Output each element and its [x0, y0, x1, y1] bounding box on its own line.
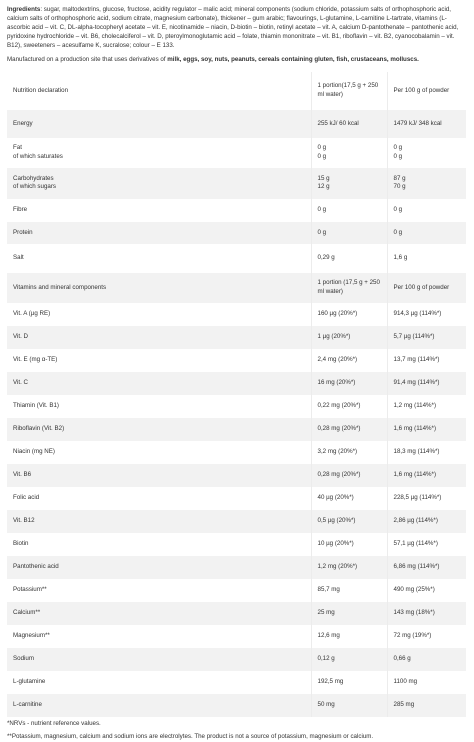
nutrition-cell-portion: 15 g 12 g	[311, 168, 387, 199]
nutrition-cell-portion: 0 g	[311, 199, 387, 222]
vitamins-row	[7, 326, 466, 349]
nutrition-cell-portion: 255 kJ/ 60 kcal	[311, 110, 387, 138]
nutrition-cell-portion: 0 g	[311, 222, 387, 244]
nutrition-cell-label: Protein	[7, 222, 311, 244]
vitamins-cell-portion: 1 µg (20%*)	[311, 326, 387, 349]
allergen-notice	[7, 56, 467, 65]
vitamins-cell-per100: 18,3 mg (114%*)	[387, 441, 466, 464]
vitamins-cell-portion: 2,4 mg (20%*)	[311, 349, 387, 372]
vitamins-header-label: Vitamins and mineral components	[7, 273, 311, 303]
vitamins-table	[7, 273, 466, 717]
vitamins-cell-label: Potassium**	[13, 586, 47, 594]
allergen-prefix: Manufactured on a production site that uses derivatives of	[7, 55, 168, 63]
vitamins-cell-per100: 1,6 mg (114%*)	[387, 418, 466, 441]
nutrition-header-row	[7, 72, 466, 110]
nutrition-row	[7, 244, 466, 273]
vitamins-cell-per100: 2,86 µg (114%*)	[387, 510, 466, 533]
vitamins-cell-label: Riboflavin (Vit. B2)	[7, 418, 311, 441]
nutrition-cell-label: Fibre	[13, 206, 28, 214]
vitamins-cell-label: Vit. D	[7, 326, 311, 349]
vitamins-cell-portion: 1,2 mg (20%*)	[311, 556, 387, 579]
vitamins-cell-label: Magnesium**	[13, 632, 50, 640]
vitamins-cell-per100: 1100 mg	[387, 671, 466, 694]
allergen-list: milk, eggs, soy, nuts, peanuts, cereals containing gluten, fish, crustaceans, molluscs.	[167, 55, 419, 63]
vitamins-cell-portion: 192,5 mg	[311, 671, 387, 694]
vitamins-cell-portion: 160 µg (20%*)	[311, 303, 387, 326]
vitamins-row	[7, 395, 466, 418]
vitamins-cell-label: Sodium	[7, 648, 311, 671]
vitamins-row	[7, 556, 466, 579]
vitamins-cell-per100: 1,6 mg (114%*)	[387, 464, 466, 487]
vitamins-cell-per100: 13,7 mg (114%*)	[387, 349, 466, 372]
vitamins-row	[7, 487, 466, 510]
vitamins-cell-per100: 914,3 µg (114%*)	[387, 303, 466, 326]
vitamins-header-portion: 1 portion (17,5 g + 250 ml water)	[311, 273, 387, 303]
nutrition-cell-label: Carbohydrates of which sugars	[7, 168, 311, 199]
nutrition-cell-label: Salt	[13, 254, 24, 262]
ingredients-text	[7, 6, 467, 51]
nutrition-row	[7, 110, 466, 138]
vitamins-cell-label: Calcium**	[7, 602, 311, 625]
vitamins-cell-label: Folic acid	[13, 494, 40, 502]
ingredients-list: : sugar, maltodextrins, glucose, fructose, acidity regulator – malic acid; mineral components (sodium chloride, potassium salts of orthophosphoric acid, calcium salts of orthophosphoric acid, sodium citrate, magnesium carbonate), thickener – gum arabic; flavourings, L-glutamine, L-carnitine L-tartrate, vitamins (L-ascorbic acid – vit. C, DL-alpha-tocopheryl acetate – vit. E, nicotinamide – niacin, D-biotin – biotin, retinyl acetate – vit. A, calcium D-pantothenate – pantothenic acid, pyridoxine hydrochloride – vit. B6, cholecalciferol – vit. D, pteroylmonoglutamic acid – folate, thiamin mononitrate – vit. B1, riboflavin – vit. B2, cyanocobalamin – vit. B12), sweeteners – acesulfame K, sucralose; colour – E 133.	[7, 6, 459, 49]
footnote-nrv: *NRVs - nutrient reference values.	[7, 719, 101, 727]
vitamins-cell-per100: 0,66 g	[387, 648, 466, 671]
vitamins-row	[7, 579, 466, 602]
vitamins-row	[7, 510, 466, 533]
vitamins-cell-label: Vit. A (µg RE)	[13, 310, 51, 318]
vitamins-row	[7, 602, 466, 625]
nutrition-cell-per100: 1,6 g	[387, 244, 466, 273]
vitamins-cell-portion: 12,6 mg	[311, 625, 387, 648]
nutrition-header-per100: Per 100 g of powder	[387, 72, 466, 110]
vitamins-row	[7, 694, 466, 717]
vitamins-row	[7, 349, 466, 372]
vitamins-cell-label: L-carnitine	[7, 694, 311, 717]
vitamins-row	[7, 648, 466, 671]
vitamins-row	[7, 441, 466, 464]
vitamins-cell-per100: 228,5 µg (114%*)	[387, 487, 466, 510]
nutrition-row	[7, 138, 466, 168]
vitamins-cell-per100: 5,7 µg (114%*)	[387, 326, 466, 349]
vitamins-cell-per100: 91,4 mg (114%*)	[387, 372, 466, 395]
nutrition-cell-per100: 1479 kJ/ 348 kcal	[387, 110, 466, 138]
nutrition-cell-per100: 0 g	[387, 222, 466, 244]
vitamins-cell-per100: 57,1 µg (114%*)	[387, 533, 466, 556]
vitamins-row	[7, 671, 466, 694]
vitamins-cell-per100: 490 mg (25%*)	[387, 579, 466, 602]
vitamins-cell-label: L-glutamine	[13, 678, 46, 686]
vitamins-cell-portion: 0,12 g	[311, 648, 387, 671]
vitamins-cell-label: Pantothenic acid	[7, 556, 311, 579]
nutrition-row	[7, 168, 466, 199]
vitamins-cell-portion: 40 µg (20%*)	[311, 487, 387, 510]
vitamins-row	[7, 418, 466, 441]
nutrition-cell-label: Fat of which saturates	[13, 144, 63, 160]
vitamins-cell-per100: 72 mg (19%*)	[387, 625, 466, 648]
nutrition-cell-portion: 0 g 0 g	[311, 138, 387, 168]
nutrition-row	[7, 222, 466, 244]
vitamins-cell-portion: 16 mg (20%*)	[311, 372, 387, 395]
vitamins-cell-label: Thiamin (Vit. B1)	[13, 402, 59, 410]
nutrition-cell-per100: 87 g 70 g	[387, 168, 466, 199]
vitamins-cell-portion: 0,5 µg (20%*)	[311, 510, 387, 533]
vitamins-cell-portion: 0,28 mg (20%*)	[311, 464, 387, 487]
nutrition-cell-per100: 0 g 0 g	[387, 138, 466, 168]
nutrition-table	[7, 72, 466, 273]
vitamins-cell-portion: 25 mg	[311, 602, 387, 625]
vitamins-row	[7, 303, 466, 326]
nutrition-header-portion: 1 portion(17,5 g + 250 ml water)	[311, 72, 387, 110]
vitamins-row	[7, 625, 466, 648]
vitamins-cell-label: Vit. C	[7, 372, 311, 395]
vitamins-cell-per100: 6,86 mg (114%*)	[387, 556, 466, 579]
nutrition-header-label: Nutrition declaration	[13, 86, 69, 94]
vitamins-cell-label: Niacin (mg NE)	[13, 448, 55, 456]
vitamins-cell-per100: 143 mg (18%*)	[387, 602, 466, 625]
nutrition-row	[7, 199, 466, 222]
vitamins-cell-label: Vit. B6	[7, 464, 311, 487]
vitamins-cell-portion: 10 µg (20%*)	[311, 533, 387, 556]
vitamins-cell-portion: 0,28 mg (20%*)	[311, 418, 387, 441]
vitamins-header-row	[7, 273, 466, 303]
vitamins-row	[7, 372, 466, 395]
vitamins-cell-label: Vit. B12	[7, 510, 311, 533]
ingredients-label: Ingredients	[7, 6, 41, 13]
vitamins-cell-portion: 0,22 mg (20%*)	[311, 395, 387, 418]
vitamins-cell-label: Biotin	[13, 540, 29, 548]
vitamins-header-per100: Per 100 g of powder	[387, 273, 466, 303]
vitamins-cell-per100: 285 mg	[387, 694, 466, 717]
vitamins-cell-label: Vit. E (mg α-TE)	[13, 356, 58, 364]
vitamins-cell-per100: 1,2 mg (114%*)	[387, 395, 466, 418]
vitamins-row	[7, 533, 466, 556]
footnote-electrolytes: **Potassium, magnesium, calcium and sodium ions are electrolytes. The product is not a source of potassium, magnesium or calcium.	[7, 732, 374, 740]
footnotes	[7, 720, 467, 742]
vitamins-cell-portion: 50 mg	[311, 694, 387, 717]
nutrition-cell-label: Energy	[7, 110, 311, 138]
vitamins-row	[7, 464, 466, 487]
nutrition-cell-portion: 0,29 g	[311, 244, 387, 273]
vitamins-cell-portion: 85,7 mg	[311, 579, 387, 602]
vitamins-cell-portion: 3,2 mg (20%*)	[311, 441, 387, 464]
nutrition-cell-per100: 0 g	[387, 199, 466, 222]
